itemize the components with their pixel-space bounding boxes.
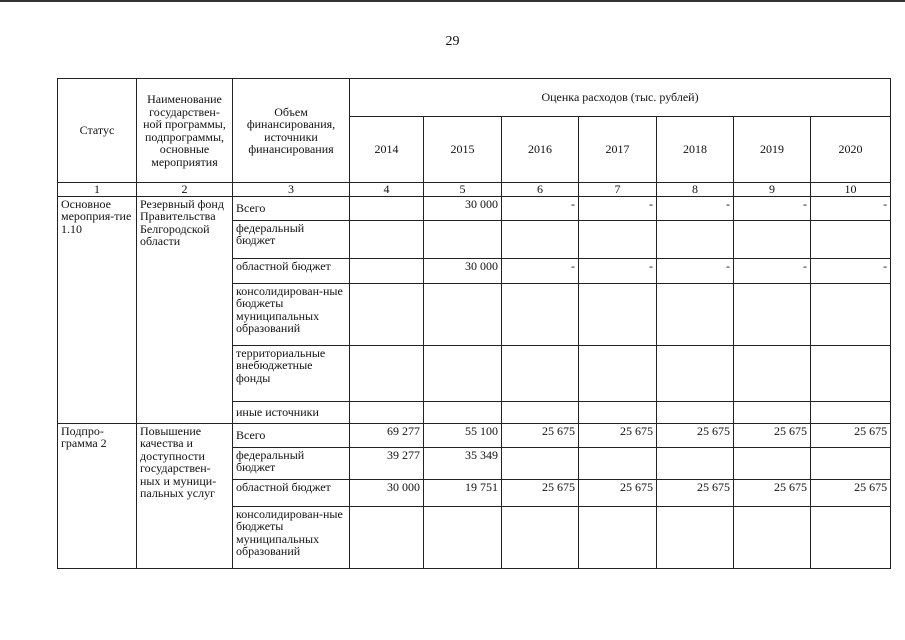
top-rule [0,0,905,2]
row-value: 30 000 [350,479,424,506]
row-value [657,401,734,423]
row-funding-source: федеральный бюджет [233,447,350,479]
row-value: - [657,196,734,220]
row-value [424,220,502,258]
row-value [657,220,734,258]
row-value [811,220,891,258]
row-value: 19 751 [424,479,502,506]
row-program-name: Резервный фонд Правительства Белгородской области [137,196,233,423]
column-number: 1 [58,183,137,197]
row-value [579,220,657,258]
row-value: 25 675 [811,423,891,447]
column-number: 9 [734,183,811,197]
row-funding-source: федеральный бюджет [233,220,350,258]
row-value [579,283,657,345]
header-expense-estimate: Оценка расходов (тыс. рублей) [350,79,891,117]
row-value: - [657,258,734,283]
header-year: 2019 [734,117,811,183]
header-year: 2017 [579,117,657,183]
row-program-name: Повышение качества и доступности государствен-ных и муници-пальных услуг [137,423,233,568]
row-value [350,345,424,401]
row-value: - [579,258,657,283]
header-year: 2014 [350,117,424,183]
row-value [579,345,657,401]
budget-table [57,78,891,569]
row-funding-source: иные источники [233,401,350,423]
header-year: 2020 [811,117,891,183]
header-program-name: Наименование государствен-ной программы, подпрограммы, основные мероприятия [137,79,233,183]
column-number: 7 [579,183,657,197]
column-number: 5 [424,183,502,197]
row-value [350,258,424,283]
row-value [424,345,502,401]
row-value: 30 000 [424,196,502,220]
row-value [502,220,579,258]
column-number: 4 [350,183,424,197]
row-value: 69 277 [350,423,424,447]
row-value [579,447,657,479]
row-value: - [502,258,579,283]
row-value [811,283,891,345]
column-number: 8 [657,183,734,197]
row-value [657,506,734,568]
row-value: 25 675 [734,423,811,447]
row-value [579,506,657,568]
row-value [502,345,579,401]
row-value: - [734,258,811,283]
row-value: - [811,196,891,220]
row-value: 25 675 [579,479,657,506]
column-number: 6 [502,183,579,197]
column-number: 3 [233,183,350,197]
row-funding-source: областной бюджет [233,258,350,283]
table-body [58,196,891,568]
row-value [657,447,734,479]
column-number: 10 [811,183,891,197]
row-value [350,401,424,423]
row-value [350,283,424,345]
header-year: 2016 [502,117,579,183]
row-value [424,506,502,568]
header-year: 2015 [424,117,502,183]
row-value [811,401,891,423]
row-value [502,506,579,568]
row-value: - [579,196,657,220]
table-row [58,423,891,447]
row-value: 25 675 [502,423,579,447]
row-value [350,220,424,258]
header-year: 2018 [657,117,734,183]
row-funding-source: Всего [233,423,350,447]
table-row [58,196,891,220]
row-value: 55 100 [424,423,502,447]
row-value [350,506,424,568]
row-status: Основное мероприя-тие 1.10 [58,196,137,423]
row-value [734,506,811,568]
row-value [734,220,811,258]
row-value: - [502,196,579,220]
row-value: 25 675 [734,479,811,506]
row-value [811,345,891,401]
column-number-row [58,183,891,197]
row-funding-source: Всего [233,196,350,220]
row-value [657,345,734,401]
row-value [811,447,891,479]
row-value [502,447,579,479]
row-status: Подпро-грамма 2 [58,423,137,568]
row-funding-source: областной бюджет [233,479,350,506]
row-value [734,401,811,423]
row-value: 25 675 [657,479,734,506]
row-value [579,401,657,423]
row-value: 25 675 [811,479,891,506]
row-value [734,283,811,345]
row-value: 25 675 [579,423,657,447]
page-number: 29 [445,34,460,49]
row-value: 25 675 [657,423,734,447]
row-value [811,506,891,568]
row-value [424,401,502,423]
row-value [657,283,734,345]
row-value: 25 675 [502,479,579,506]
row-funding-source: территориальные внебюджетные фонды [233,345,350,401]
row-funding-source: консолидирован-ные бюджеты муниципальных образований [233,506,350,568]
row-value: 30 000 [424,258,502,283]
header-financing-volume: Объем финансирования, источники финансирования [233,79,350,183]
row-value [734,345,811,401]
row-value [502,401,579,423]
row-value [424,283,502,345]
row-value: 35 349 [424,447,502,479]
row-value [350,196,424,220]
header-status: Статус [58,79,137,183]
column-number: 2 [137,183,233,197]
row-value [502,283,579,345]
row-funding-source: консолидирован-ные бюджеты муниципальных образований [233,283,350,345]
row-value: 39 277 [350,447,424,479]
row-value [734,447,811,479]
row-value: - [811,258,891,283]
row-value: - [734,196,811,220]
